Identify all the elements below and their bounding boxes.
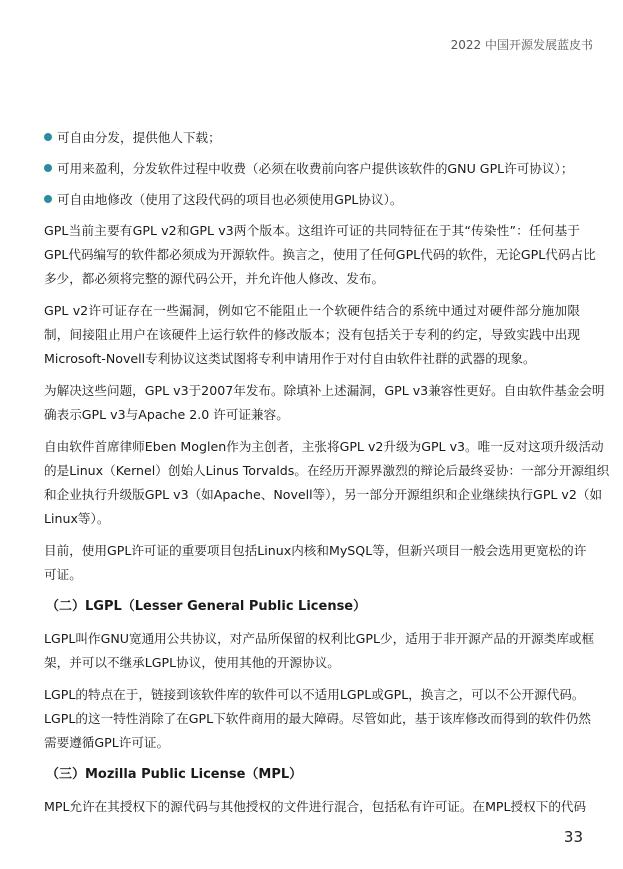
- text-line: 架，并可以不继承LGPL协议，使用其他的开源协议。: [44, 655, 340, 670]
- list-item-text: 可用来盈利，分发软件过程中收费（必须在收费前向客户提供该软件的GNU GPL许可协议）；: [57, 161, 574, 176]
- list-item: [44, 188, 580, 219]
- text-line: （三）Mozilla Public License（MPL）: [46, 767, 303, 782]
- running-header: 2022 中国开源发展蓝皮书: [450, 38, 593, 52]
- paragraph: [44, 539, 587, 587]
- page-body: [44, 126, 610, 827]
- text-line: 的是Linux（Kernel）创始人Linus Torvalds。在经历开源界激烈的辩论后最终妥协：一部分开源组织: [44, 463, 610, 478]
- text-line: 为解决这些问题，GPL v3于2007年发布。除填补上述漏洞，GPL v3兼容性更好。自由软件基金会明: [44, 383, 605, 398]
- bullet-dot-icon: [44, 195, 52, 203]
- paragraph: [44, 795, 587, 819]
- text-line: （二）LGPL（Lesser General Public License）: [46, 599, 367, 614]
- text-line: Linux等）。: [44, 511, 110, 526]
- text-line: LGPL的这一特性消除了在GPL下软件商用的最大障碍。尽管如此，基于该库修改而得到的软件仍然: [44, 711, 591, 726]
- section-heading: [46, 595, 580, 627]
- text-line: 和企业执行升级版GPL v3（如Apache、Novell等），另一部分开源组织和企业继续执行GPL v2（如: [44, 487, 603, 502]
- text-line: 可证。: [44, 567, 82, 582]
- bullet-dot-icon: [44, 133, 52, 141]
- paragraph: [44, 683, 591, 755]
- list-item: [44, 126, 580, 157]
- text-line: LGPL叫作GNU宽通用公共协议，对产品所保留的权利比GPL少，适用于非开源产品的开源类库或框: [44, 631, 595, 646]
- text-line: 确表示GPL v3与Apache 2.0 许可证兼容。: [44, 407, 289, 422]
- text-line: GPL当前主要有GPL v2和GPL v3两个版本。这组许可证的共同特征在于其“传染性”：任何基于: [44, 223, 580, 238]
- bullet-dot-icon: [44, 164, 52, 172]
- text-line: MPL允许在其授权下的源代码与其他授权的文件进行混合，包括私有许可证。在MPL授权下的代码: [44, 799, 587, 814]
- paragraph: [44, 435, 610, 531]
- text-line: 自由软件首席律师Eben Moglen作为主创者，主张将GPL v2升级为GPL v3。唯一反对这项升级活动: [44, 439, 604, 454]
- text-line: 多少，都必须将完整的源代码公开，并允许他人修改、发布。: [44, 271, 385, 286]
- list-item-text: 可自由地修改（使用了这段代码的项目也必须使用GPL协议）。: [57, 192, 403, 207]
- text-line: 需要遵循GPL许可证。: [44, 735, 170, 750]
- paragraph: [44, 379, 605, 427]
- list-item-text: 可自由分发，提供他人下载；: [57, 130, 221, 145]
- paragraph: [44, 299, 580, 371]
- text-line: Microsoft-Novell专利协议这类试图将专利申请用作于对付自由软件社群的武器的现象。: [44, 351, 536, 366]
- list-item: [44, 157, 580, 188]
- paragraph: [44, 627, 595, 675]
- page-number: 33: [563, 828, 583, 846]
- text-line: LGPL的特点在于，链接到该软件库的软件可以不适用LGPL或GPL，换言之，可以不公开源代码。: [44, 687, 585, 702]
- bullet-list: [44, 126, 580, 219]
- text-line: 制，间接阻止用户在该硬件上运行软件的修改版本；没有包括关于专利的约定，导致实践中出现: [44, 327, 580, 342]
- text-line: GPL v2许可证存在一些漏洞，例如它不能阻止一个软硬件结合的系统中通过对硬件部分施加限: [44, 303, 580, 318]
- text-line: 目前，使用GPL许可证的重要项目包括Linux内核和MySQL等，但新兴项目一般会选用更宽松的许: [44, 543, 587, 558]
- section-heading: [46, 763, 580, 795]
- paragraph: [44, 219, 596, 291]
- text-line: GPL代码编写的软件都必须成为开源软件。换言之，使用了任何GPL代码的软件，无论GPL代码占比: [44, 247, 596, 262]
- text-blocks: [44, 219, 610, 819]
